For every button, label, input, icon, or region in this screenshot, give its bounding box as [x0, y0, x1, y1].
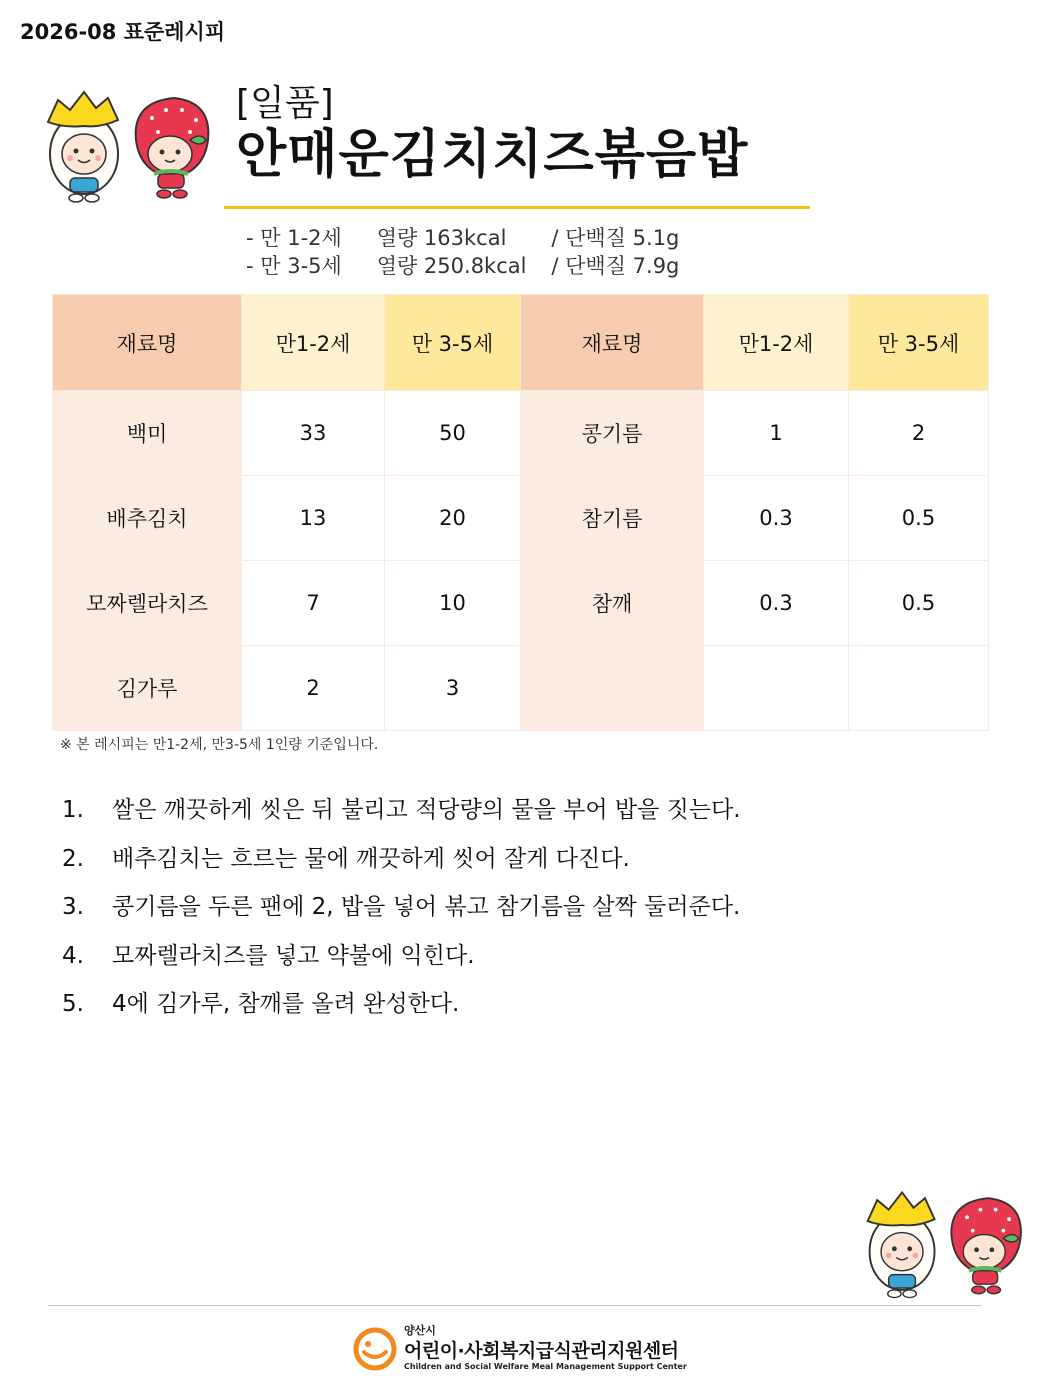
- header-ingredient: 재료명: [53, 295, 242, 391]
- ingredient-name: 백미: [53, 391, 242, 476]
- egg-mascot-icon: [48, 92, 118, 202]
- amount-1-2: 1: [704, 391, 849, 476]
- table-row: [53, 561, 989, 646]
- header-age-1-2: 만1-2세: [704, 295, 849, 391]
- ingredient-name: 김가루: [53, 646, 242, 731]
- step-item: [62, 835, 741, 884]
- title-block: [236, 84, 748, 186]
- table-row: [53, 391, 989, 476]
- strawberry-mascot-icon: [951, 1198, 1020, 1294]
- header-ingredient: 재료명: [521, 295, 704, 391]
- nutrition-kcal: 열량 163kcal: [376, 226, 507, 250]
- amount-1-2: 0.3: [704, 561, 849, 646]
- header-age-1-2: 만1-2세: [242, 295, 385, 391]
- amount-3-5: 3: [385, 646, 521, 731]
- step-text: 모짜렐라치즈를 넣고 약불에 익힌다.: [112, 942, 475, 969]
- nutrition-age: - 만 1-2세: [246, 226, 342, 250]
- ingredient-name: 참깨: [521, 561, 704, 646]
- nutrition-row: [246, 224, 679, 252]
- title-underline: [224, 206, 810, 209]
- egg-mascot-icon: [868, 1192, 935, 1297]
- footer-divider: [48, 1305, 982, 1306]
- ingredient-name: 콩기름: [521, 391, 704, 476]
- amount-3-5: 10: [385, 561, 521, 646]
- footer-logo: [352, 1322, 692, 1378]
- serving-note: ※ 본 레시피는 만1-2세, 만3-5세 1인량 기준입니다.: [60, 737, 379, 753]
- strawberry-mascot-icon: [136, 98, 209, 198]
- footer-org-name-en: Children and Social Welfare Meal Management Support Center: [404, 1362, 687, 1371]
- step-number: 3.: [62, 894, 84, 920]
- footer-org-name: 어린이·사회복지급식관리지원센터: [404, 1340, 679, 1362]
- step-item: [62, 883, 741, 932]
- recipe-steps: [62, 786, 741, 1029]
- header-age-3-5: 만 3-5세: [849, 295, 989, 391]
- nutrition-row: [246, 252, 679, 280]
- step-text: 4에 김가루, 참깨를 올려 완성한다.: [112, 991, 460, 1017]
- recipe-code: 2026-08 표준레시피: [20, 20, 226, 44]
- amount-3-5: [849, 646, 989, 731]
- mascots-top: [40, 88, 220, 206]
- ingredient-name: 참기름: [521, 476, 704, 561]
- amount-1-2: 0.3: [704, 476, 849, 561]
- step-number: 4.: [62, 942, 84, 969]
- table-row: [53, 646, 989, 731]
- nutrition-info: [246, 224, 679, 280]
- step-item: [62, 980, 741, 1029]
- step-item: [62, 786, 741, 835]
- footer-region: 양산시: [404, 1324, 436, 1337]
- amount-1-2: 7: [242, 561, 385, 646]
- amount-3-5: 20: [385, 476, 521, 561]
- step-text: 배추김치는 흐르는 물에 깨끗하게 씻어 잘게 다진다.: [112, 845, 630, 872]
- amount-1-2: [704, 646, 849, 731]
- step-number: 2.: [62, 845, 84, 872]
- mascots-bottom: [860, 1188, 1032, 1302]
- ingredient-table: [52, 294, 989, 731]
- step-text: 콩기름을 두른 팬에 2, 밥을 넣어 볶고 참기름을 살짝 둘러준다.: [112, 894, 741, 920]
- table-row: [53, 476, 989, 561]
- center-logo-icon: [352, 1326, 398, 1372]
- amount-1-2: 2: [242, 646, 385, 731]
- dish-category: [일품]: [236, 83, 334, 124]
- step-text: 쌀은 깨끗하게 씻은 뒤 불리고 적당량의 물을 부어 밥을 짓는다.: [112, 797, 741, 823]
- nutrition-kcal: 열량 250.8kcal: [376, 254, 527, 278]
- ingredient-name: 모짜렐라치즈: [53, 561, 242, 646]
- nutrition-protein: / 단백질 5.1g: [551, 226, 680, 250]
- amount-1-2: 13: [242, 476, 385, 561]
- nutrition-age: - 만 3-5세: [246, 254, 342, 278]
- amount-3-5: 0.5: [849, 476, 989, 561]
- ingredient-name: 배추김치: [53, 476, 242, 561]
- amount-3-5: 50: [385, 391, 521, 476]
- nutrition-protein: / 단백질 7.9g: [551, 254, 680, 278]
- amount-3-5: 0.5: [849, 561, 989, 646]
- header-age-3-5: 만 3-5세: [385, 295, 521, 391]
- amount-1-2: 33: [242, 391, 385, 476]
- step-item: [62, 932, 741, 981]
- table-header-row: [53, 295, 989, 391]
- dish-title: 안매운김치치즈볶음밥: [236, 125, 749, 185]
- ingredient-name: [521, 646, 704, 731]
- step-number: 1.: [62, 797, 84, 823]
- step-number: 5.: [62, 991, 84, 1017]
- amount-3-5: 2: [849, 391, 989, 476]
